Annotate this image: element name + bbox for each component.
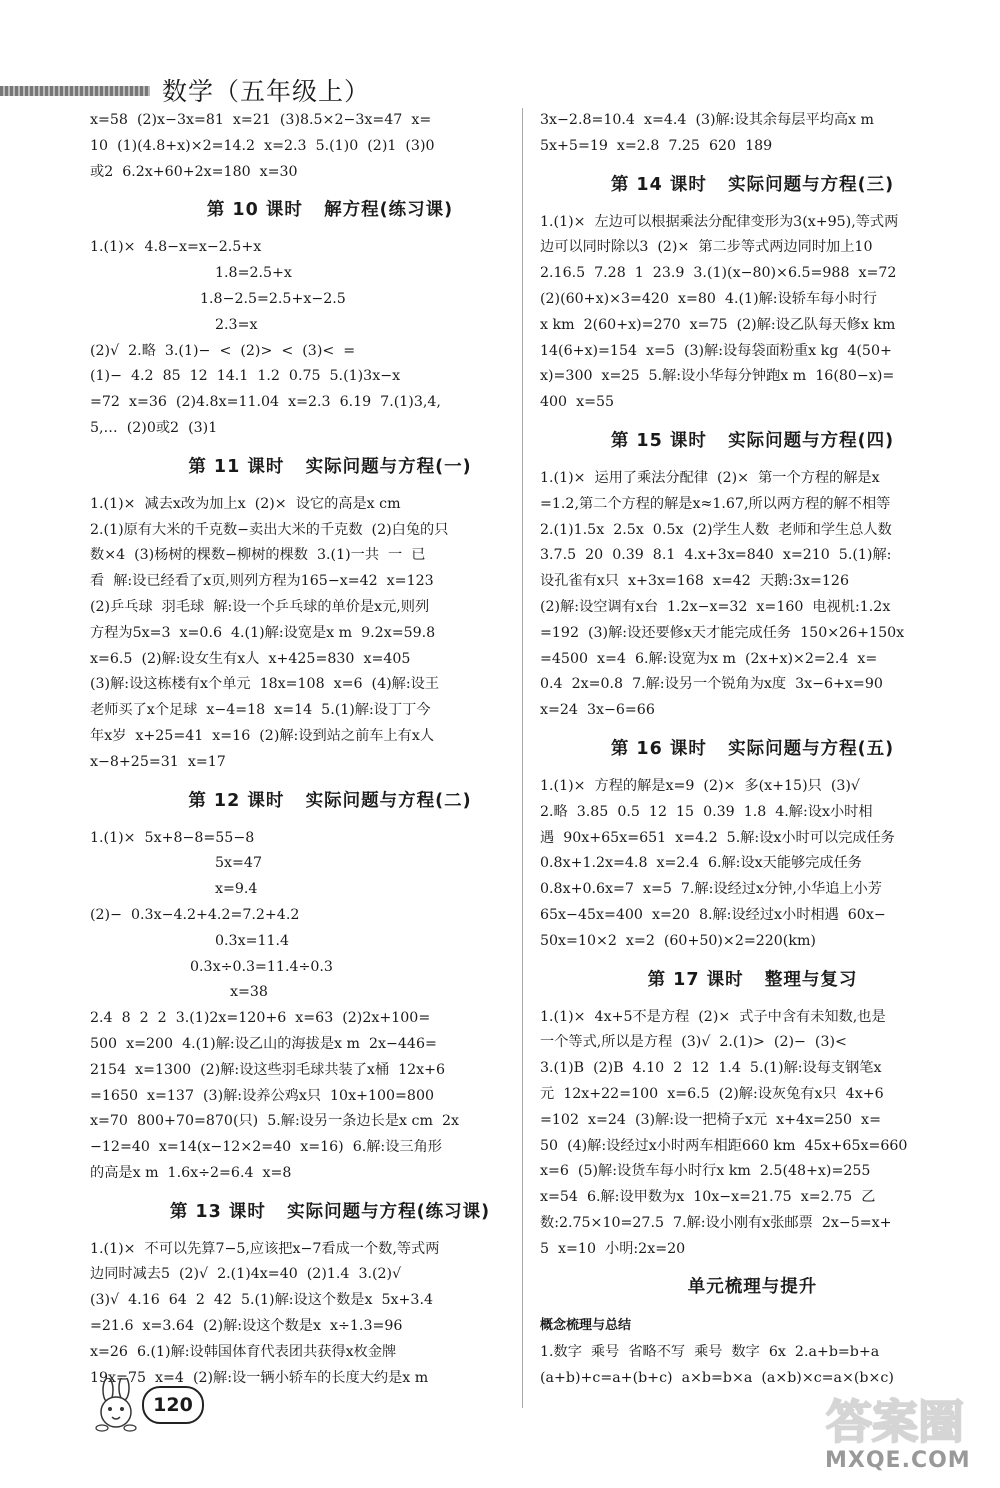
answer-line: 数:2.75×10=27.5 7.解:设小刚有x张邮票 2x−5=x+ bbox=[540, 1214, 892, 1231]
answer-line: 1.(1)× 方程的解是x=9 (2)× 多(x+15)只 (3)√ bbox=[540, 777, 860, 794]
answer-line: 1.(1)× 5x+8−8=55−8 bbox=[90, 829, 255, 846]
answer-line: =4500 x=4 6.解:设宽为x m (2x+x)×2=2.4 x= bbox=[540, 650, 878, 667]
concept-summary-title: 概念梳理与总结 bbox=[540, 1318, 632, 1334]
answer-line: 1.(1)× 减去x改为加上x (2)× 设它的高是x cm bbox=[90, 495, 401, 512]
answer-line: 设孔雀有x只 x+3x=168 x=42 天鹅:3x=126 bbox=[540, 573, 849, 590]
lesson-16-title: 第 16 课时 实际问题与方程(五) bbox=[610, 738, 895, 759]
answer-line: 50 (4)解:设经过x小时两车相距660 km 45x+65x=660 bbox=[540, 1137, 908, 1154]
equation-step: 5x=47 bbox=[215, 855, 262, 872]
answer-line: (3)解:设这栋楼有x个单元 18x=108 x=6 (4)解:设王 bbox=[90, 676, 440, 693]
answer-line: x=70 800+70=870(只) 5.解:设另一条边长是x cm 2x bbox=[90, 1113, 460, 1130]
answer-line: 1.(1)× 不可以先算7−5,应该把x−7看成一个数,等式两 bbox=[90, 1240, 440, 1257]
answer-line: 0.4 2x=0.8 7.解:设另一个锐角为x度 3x−6+x=90 bbox=[540, 676, 883, 693]
page-number: 120 bbox=[142, 1386, 204, 1424]
answer-line: =102 x=24 (3)解:设一把椅子x元 x+4x=250 x= bbox=[540, 1111, 881, 1128]
answer-line: =1650 x=137 (3)解:设养公鸡x只 10x+100=800 bbox=[90, 1087, 435, 1104]
answer-line: x=58 (2)x−3x=81 x=21 (3)8.5×2−3x=47 x= bbox=[90, 112, 432, 128]
answer-line: =21.6 x=3.64 (2)解:设这个数是x x÷1.3=96 bbox=[90, 1318, 403, 1335]
equation-step: x=9.4 bbox=[215, 881, 258, 898]
answer-line: 65x−45x=400 x=20 8.解:设经过x小时相遇 60x− bbox=[540, 906, 886, 923]
answer-line: 3.7.5 20 0.39 8.1 4.x+3x=840 x=210 5.(1)解: bbox=[540, 547, 892, 564]
answer-line: 边同时减去5 (2)√ 2.(1)4x=40 (2)1.4 3.(2)√ bbox=[90, 1266, 402, 1283]
answer-line: 0.8x+1.2x=4.8 x=2.4 6.解:设x天能够完成任务 bbox=[540, 855, 862, 872]
answer-line: 10 (1)(4.8+x)×2=14.2 x=2.3 5.(1)0 (2)1 (3)0 bbox=[90, 137, 435, 154]
answer-line: 3.(1)B (2)B 4.10 2 12 1.4 5.(1)解:设每支钢笔x bbox=[540, 1060, 882, 1077]
lesson-11-title: 第 11 课时 实际问题与方程(一) bbox=[188, 456, 472, 477]
answer-line: 边可以同时除以3 (2)× 第二步等式两边同时加上10 bbox=[540, 239, 873, 256]
answer-line: 老师买了x个足球 x−4=18 x=14 5.(1)解:设丁丁今 bbox=[90, 702, 431, 719]
answer-line: x=24 3x−6=66 bbox=[540, 702, 655, 719]
answer-line: (2)乒乓球 羽毛球 解:设一个乒乓球的单价是x元,则列 bbox=[90, 598, 430, 615]
answer-line: 5 x=10 小明:2x=20 bbox=[540, 1240, 686, 1257]
answer-line: 3x−2.8=10.4 x=4.4 (3)解:设其余每层平均高x m bbox=[540, 112, 874, 128]
answer-line: 或2 6.2x+60+2x=180 x=30 bbox=[90, 163, 298, 180]
answer-line: 5,… (2)0或2 (3)1 bbox=[90, 419, 218, 436]
answer-line: (2)− 0.3x−4.2+4.2=7.2+4.2 bbox=[90, 906, 300, 923]
equation-step: 2.3=x bbox=[215, 316, 258, 333]
answer-line: x=54 6.解:设甲数为x 10x−x=21.75 x=2.75 乙 bbox=[540, 1189, 876, 1206]
answer-line: x km 2(60+x)=270 x=75 (2)解:设乙队每天修x km bbox=[540, 316, 896, 333]
lesson-12-title: 第 12 课时 实际问题与方程(二) bbox=[188, 790, 472, 811]
answer-line: x)=300 x=25 5.解:设小华每分钟跑x m 16(80−x)= bbox=[540, 368, 895, 385]
equation-step: 1.8=2.5+x bbox=[215, 265, 292, 282]
answer-line: 5x+5=19 x=2.8 7.25 620 189 bbox=[540, 137, 773, 154]
answer-line: 500 x=200 4.(1)解:设乙山的海拔是x m 2x−446= bbox=[90, 1035, 437, 1052]
answer-line: (a+b)+c=a+(b+c) a×b=b×a (a×b)×c=a×(b×c) bbox=[540, 1370, 894, 1387]
answer-line: 1.数字 乘号 省略不写 乘号 数字 6x 2.a+b=b+a bbox=[540, 1344, 880, 1361]
rabbit-mascot-icon bbox=[88, 1378, 146, 1434]
answer-line: 方程为5x=3 x=0.6 4.(1)解:设宽是x m 9.2x=59.8 bbox=[90, 624, 436, 641]
equation-step: x=38 bbox=[230, 984, 268, 1001]
answer-line: (2)√ 2.略 3.(1)− < (2)> < (3)< = bbox=[90, 342, 356, 359]
answer-line: 一个等式,所以是方程 (3)√ 2.(1)> (2)− (3)< bbox=[540, 1034, 847, 1051]
answer-line: 0.8x+0.6x=7 x=5 7.解:设经过x分钟,小华追上小芳 bbox=[540, 881, 882, 898]
equation-step: 0.3x÷0.3=11.4÷0.3 bbox=[190, 958, 333, 975]
lesson-17-title: 第 17 课时 整理与复习 bbox=[647, 969, 858, 990]
equation-step: 1.8−2.5=2.5+x−2.5 bbox=[200, 290, 346, 307]
unit-review-title: 单元梳理与提升 bbox=[687, 1277, 818, 1298]
answer-line: 看 解:设已经看了x页,则列方程为165−x=42 x=123 bbox=[90, 573, 434, 590]
lesson-15-title: 第 15 课时 实际问题与方程(四) bbox=[610, 430, 895, 451]
answer-line: (3)√ 4.16 64 2 42 5.(1)解:设这个数是x 5x+3.4 bbox=[90, 1292, 433, 1309]
answer-line: 14(6+x)=154 x=5 (3)解:设每袋面粉重x kg 4(50+ bbox=[540, 342, 892, 359]
left-column bbox=[90, 108, 570, 1391]
equation-step: 0.3x=11.4 bbox=[215, 932, 290, 949]
answer-line: x=6 (5)解:设货车每小时行x km 2.5(48+x)=255 bbox=[540, 1163, 871, 1180]
answer-line: 元 12x+22=100 x=6.5 (2)解:设灰兔有x只 4x+6 bbox=[540, 1085, 884, 1102]
answer-line: 1.(1)× 4x+5不是方程 (2)× 式子中含有未知数,也是 bbox=[540, 1008, 886, 1025]
answer-line: 的高是x m 1.6x÷2=6.4 x=8 bbox=[90, 1164, 292, 1181]
answer-line: 2.4 8 2 2 3.(1)2x=120+6 x=63 (2)2x+100= bbox=[90, 1010, 431, 1027]
answer-line: (2)解:设空调有x台 1.2x−x=32 x=160 电视机:1.2x bbox=[540, 598, 891, 615]
answer-line: 19x=75 x=4 (2)解:设一辆小轿车的长度大约是x m bbox=[90, 1369, 429, 1386]
answer-line: 400 x=55 bbox=[540, 394, 615, 411]
header-decoration bbox=[0, 86, 150, 96]
answer-line: 1.(1)× 左边可以根据乘法分配律变形为3(x+95),等式两 bbox=[540, 213, 899, 230]
answer-line: 2.16.5 7.28 1 23.9 3.(1)(x−80)×6.5=988 x=72 bbox=[540, 265, 897, 282]
answer-line: x=6.5 (2)解:设女生有x人 x+425=830 x=405 bbox=[90, 650, 411, 667]
answer-line: 50x=10×2 x=2 (60+50)×2=220(km) bbox=[540, 932, 816, 949]
answer-line: (1)− 4.2 85 12 14.1 1.2 0.75 5.(1)3x−x bbox=[90, 368, 401, 385]
lesson-10-title: 第 10 课时 解方程(练习课) bbox=[206, 200, 454, 221]
answer-line: (2)(60+x)×3=420 x=80 4.(1)解:设轿车每小时行 bbox=[540, 290, 877, 307]
answer-line: 2.略 3.85 0.5 12 15 0.39 1.8 4.解:设x小时相 bbox=[540, 803, 873, 820]
watermark-text: 答案圈 bbox=[826, 1395, 964, 1449]
answer-line: 遇 90x+65x=651 x=4.2 5.解:设x小时可以完成任务 bbox=[540, 829, 895, 846]
answer-line: =1.2,第二个方程的解是x≈1.67,所以两方程的解不相等 bbox=[540, 495, 891, 512]
answer-line: 2154 x=1300 (2)解:设这些羽毛球共装了x桶 12x+6 bbox=[90, 1061, 446, 1078]
answer-line: 2.(1)原有大米的千克数−卖出大米的千克数 (2)白兔的只 bbox=[90, 521, 449, 538]
answer-line: =72 x=36 (2)4.8x=11.04 x=2.3 6.19 7.(1)3,4, bbox=[90, 394, 441, 411]
watermark-url: MXQE.COM bbox=[825, 1448, 971, 1473]
answer-line: 数×4 (3)杨树的棵数−柳树的棵数 3.(1)一共 一 已 bbox=[90, 547, 426, 564]
page-header-title: 数学（五年级上） bbox=[162, 77, 371, 106]
right-column bbox=[540, 108, 965, 1392]
answer-line: 1.(1)× 运用了乘法分配律 (2)× 第一个方程的解是x bbox=[540, 469, 880, 486]
answer-line: 年x岁 x+25=41 x=16 (2)解:设到站之前车上有x人 bbox=[90, 727, 435, 744]
lesson-13-title: 第 13 课时 实际问题与方程(练习课) bbox=[169, 1201, 491, 1222]
answer-line: =192 (3)解:设还要修x天才能完成任务 150×26+150x bbox=[540, 624, 905, 641]
answer-line: x−8+25=31 x=17 bbox=[90, 753, 226, 770]
answer-line: −12=40 x=14(x−12×2=40 x=16) 6.解:设三角形 bbox=[90, 1139, 442, 1156]
answer-line: 2.(1)1.5x 2.5x 0.5x (2)学生人数 老师和学生总人数 bbox=[540, 521, 892, 538]
lesson-14-title: 第 14 课时 实际问题与方程(三) bbox=[610, 174, 895, 195]
answer-line: x=26 6.(1)解:设韩国体育代表团共获得x枚金牌 bbox=[90, 1343, 397, 1360]
answer-line: 1.(1)× 4.8−x=x−2.5+x bbox=[90, 239, 262, 256]
